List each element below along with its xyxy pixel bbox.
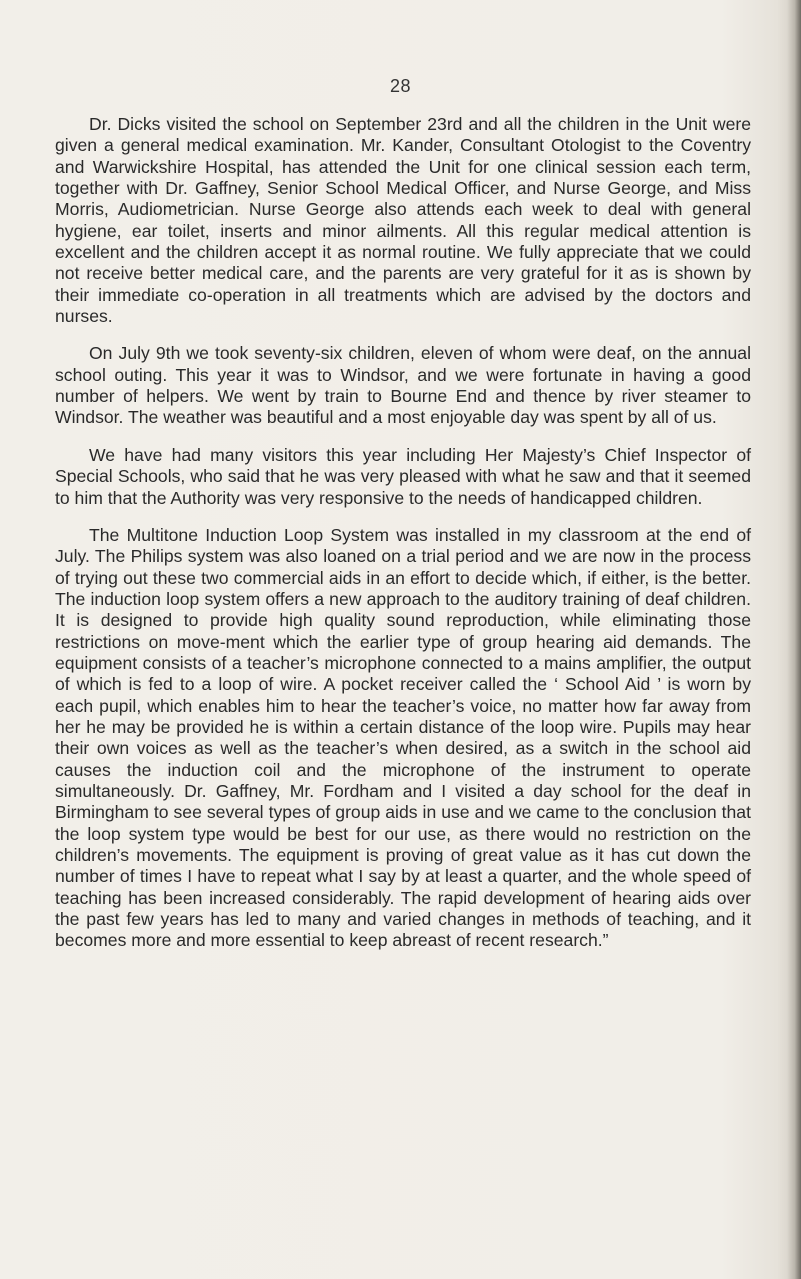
- page-number: 28: [389, 76, 412, 96]
- paragraph-school-outing: On July 9th we took seventy-six children, eleven of whom were deaf, on the annual school outing. This year it was to Windsor, and we were fortunate in having a good number of helpers. We went by train to Bourne End and thence by river steamer to Windsor. The weather was beautiful and a most enjoyable day was spent by all of us.: [55, 343, 751, 428]
- paragraph-medical-examination: Dr. Dicks visited the school on September 23rd and all the children in the Unit were given a general medical examination. Mr. Kander, Consultant Otologist to the Coventry and Warwickshire Hospital, has attended the Unit for one clinical session each term, together with Dr. Gaffney, Senior School Medical Officer, and Nurse George, and Miss Morris, Audiometrician. Nurse George also attends each week to deal with general hygiene, ear toilet, inserts and minor ailments. All this regular medical attention is excellent and the children accept it as normal routine. We fully appreciate that we could not receive better medical care, and the parents are very grateful for it as is shown by their immediate co-operation in all treatments which are advised by the doctors and nurses.: [55, 114, 751, 327]
- body-text: [55, 114, 751, 968]
- paragraph-visitors: We have had many visitors this year including Her Majesty’s Chief Inspector of Special Schools, who said that he was very pleased with what he saw and that it seemed to him that the Authority was very responsive to the needs of handicapped children.: [55, 444, 751, 508]
- paragraph-induction-loop: The Multitone Induction Loop System was installed in my classroom at the end of July. The Philips system was also loaned on a trial period and we are now in the process of trying out these two commercial aids in an effort to decide which, if either, is the better. The induction loop system offers a new approach to the auditory training of deaf children. It is designed to provide high quality sound reproduction, while eliminating those restrictions on move-ment which the earlier type of group hearing aid demands. The equipment consists of a teacher’s microphone connected to a mains amplifier, the output of which is fed to a loop of wire. A pocket receiver called the ‘ School Aid ’ is worn by each pupil, which enables him to hear the teacher’s voice, no matter how far away from her he may be provided he is within a certain distance of the loop wire. Pupils may hear their own voices as well as the teacher’s when desired, as a switch in the school aid causes the induction coil and the microphone of the instrument to operate simultaneously. Dr. Gaffney, Mr. Fordham and I visited a day school for the deaf in Birmingham to see several types of group aids in use and we came to the conclusion that the loop system type would be best for our use, as there would no restriction on the children’s movements. The equipment is proving of great value as it has cut down the number of times I have to repeat what I say by at least a quarter, and the whole speed of teaching has been increased considerably. The rapid development of hearing aids over the past few years has led to many and varied changes in methods of teaching, and it becomes more and more essential to keep abreast of recent research.”: [55, 524, 751, 951]
- page-edge-shadow: [787, 0, 801, 1279]
